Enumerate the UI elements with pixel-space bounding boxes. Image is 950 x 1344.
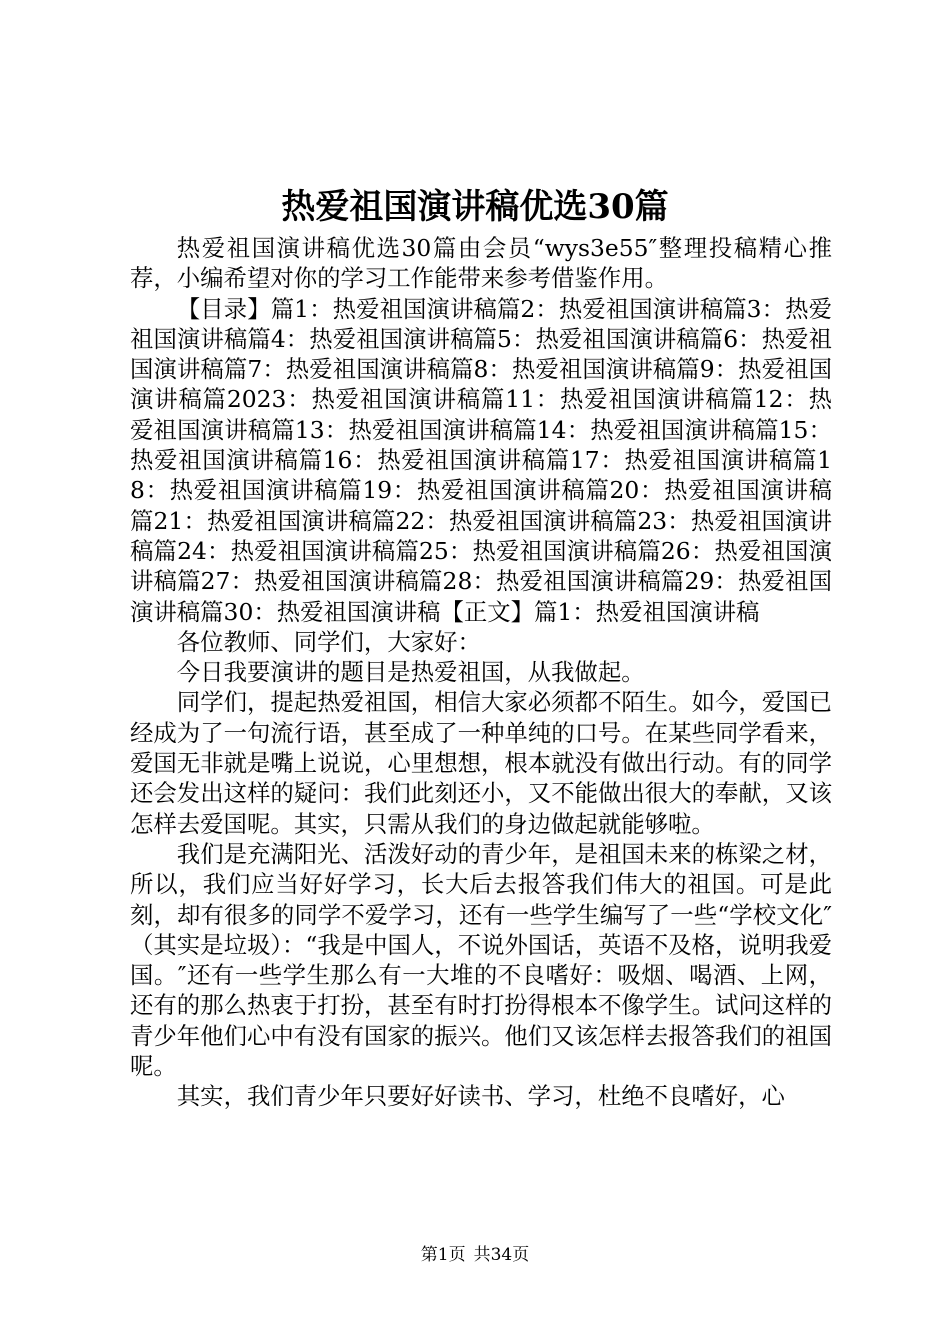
body-paragraph: 其实，我们青少年只要好好读书、学习，杜绝不良嗜好，心 — [176, 1082, 785, 1111]
document-title: 热爱祖国演讲稿优选30篇 — [281, 187, 669, 227]
topic-paragraph: 今日我要演讲的题目是热爱祖国，从我做起。 — [176, 658, 645, 687]
table-of-contents-paragraph: 【目录】篇1：热爱祖国演讲稿篇2：热爱祖国演讲稿篇3：热爱祖国演讲稿篇4：热爱祖国演讲稿篇5：热爱祖国演讲稿篇6：热爱祖国演讲稿篇7：热爱祖国演讲稿篇8：热爱祖国演讲稿篇9：热爱祖国演讲稿篇2023：热爱祖国演讲稿篇11：热爱祖国演讲稿篇12：热爱祖国演讲稿篇13：热爱祖国演讲稿篇14：热爱祖国演讲稿篇15：热爱祖国演讲稿篇16：热爱祖国演讲稿篇17：热爱祖国演讲稿篇18：热爱祖国演讲稿篇19：热爱祖国演讲稿篇20：热爱祖国演讲稿篇21：热爱祖国演讲稿篇22：热爱祖国演讲稿篇23：热爱祖国演讲稿篇24：热爱祖国演讲稿篇25：热爱祖国演讲稿篇26：热爱祖国演讲稿篇27：热爱祖国演讲稿篇28：热爱祖国演讲稿篇29：热爱祖国演讲稿篇30：热爱祖国演讲稿【正文】篇1：热爱祖国演讲稿 — [130, 294, 832, 626]
document-body — [130, 233, 832, 1112]
body-paragraph: 同学们，提起热爱祖国，相信大家必须都不陌生。如今，爱国已经成为了一句流行语，甚至成了一种单纯的口号。在某些同学看来，爱国无非就是嘴上说说，心里想想，根本就没有做出行动。有的同学还会发出这样的疑问：我们此刻还小，又不能做出很大的奉献，又该怎样去爱国呢。其实，只需从我们的身边做起就能够啦。 — [130, 688, 832, 838]
greeting-paragraph: 各位教师、同学们，大家好： — [176, 627, 481, 656]
body-paragraph: 我们是充满阳光、活泼好动的青少年，是祖国未来的栋梁之材，所以，我们应当好好学习，长大后去报答我们伟大的祖国。可是此刻，却有很多的同学不爱学习，还有一些学生编写了一些“学校文化″（其实是垃圾）：“我是中国人，不说外国话，英语不及格，说明我爱国。″还有一些学生那么有一大堆的不良嗜好：吸烟、喝酒、上网，还有的那么热衷于打扮，甚至有时打扮得根本不像学生。试问这样的青少年他们心中有没有国家的振兴。他们又该怎样去报答我们的祖国呢。 — [130, 839, 832, 1081]
page-total: 共34页 — [473, 1245, 530, 1265]
page-number: 第1页 — [420, 1245, 466, 1265]
intro-paragraph: 热爱祖国演讲稿优选30篇由会员“wys3e55″整理投稿精心推荐，小编希望对你的学习工作能带来参考借鉴作用。 — [130, 234, 832, 293]
page-footer — [0, 1244, 950, 1266]
